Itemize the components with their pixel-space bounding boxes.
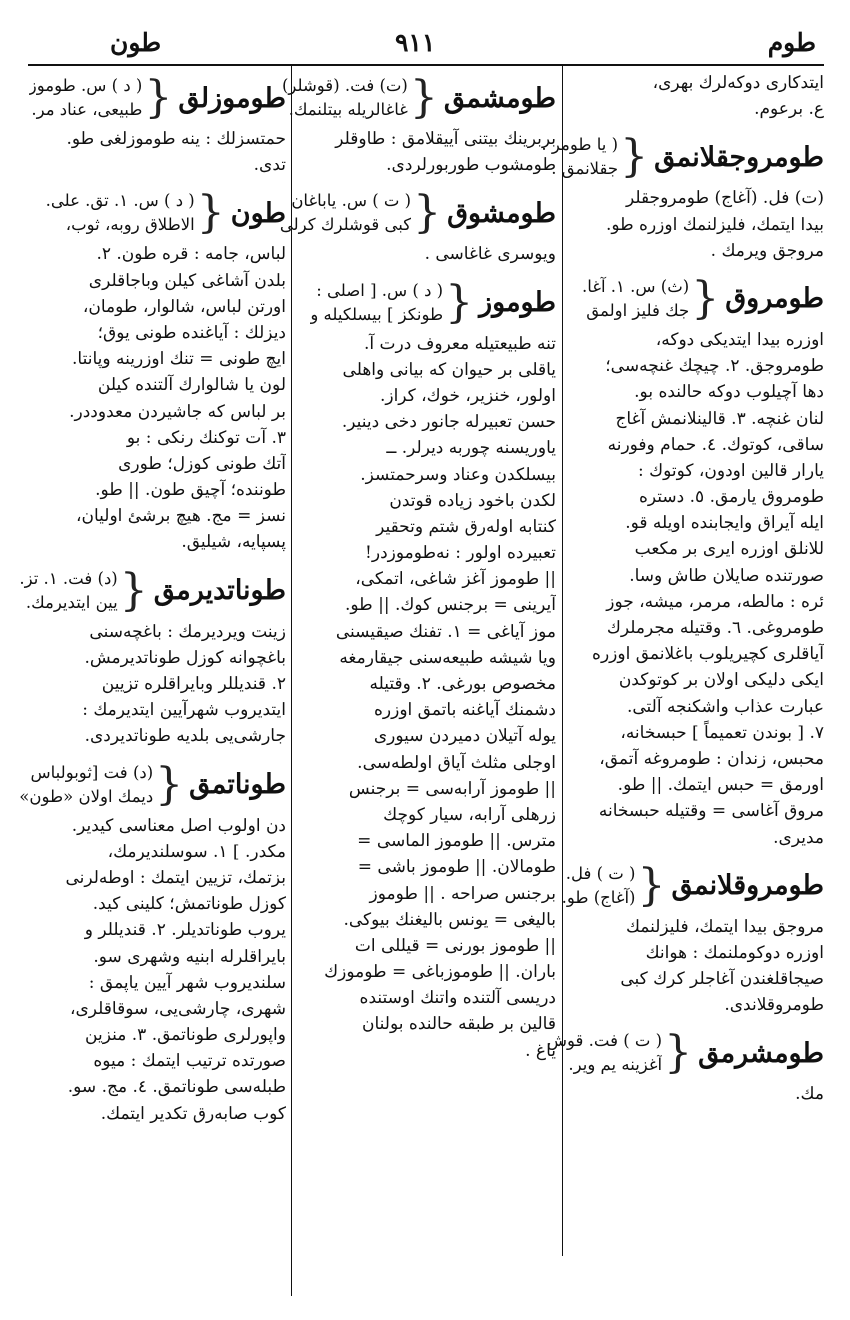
entry-head xyxy=(19,757,286,813)
entry-head xyxy=(279,185,556,241)
definition-line: یارار قالین اودون، كوتوك : xyxy=(637,460,824,481)
definition-line: كوزل طوناتمش؛ كلینی كید. xyxy=(92,894,286,915)
definition-line: ایله آیراق وایجابنده اویله قو. xyxy=(625,513,824,534)
definition-line: بربرینك بیتنی آییقلامق : طاوقلر xyxy=(335,129,556,149)
grammar-line: جقلانمق . xyxy=(551,159,619,179)
column-1 xyxy=(541,70,824,1108)
definition-line: موز آیاغی = ١. تفنك صیقیسنی xyxy=(335,621,556,642)
definition-line: || طوموز آرابه‌سی = برجنس xyxy=(348,778,556,799)
brace-glyph: { xyxy=(155,758,184,810)
definition-line: یوله آتیلان دمیردن سیوری xyxy=(373,726,556,747)
definition-line: بایراقلرله ابنیه وشهری سو. xyxy=(93,946,286,967)
definition-line: طومروجق. ٢. چیچك غنچه‌سی؛ xyxy=(605,356,824,377)
brace-glyph: { xyxy=(144,72,173,123)
entry-headword: طومشمق xyxy=(443,82,556,114)
entry-grammar-note xyxy=(282,74,408,122)
definition-line: تنه طبیعتیله معروف درت آ. xyxy=(363,333,556,354)
definition-line: یاغ . xyxy=(525,1040,556,1061)
definition-line: حسن تعبیرله جانور دخی دینیر. xyxy=(341,412,556,433)
definition-line: طومروغی. ٦. وقتیله مجرملرك xyxy=(606,618,824,638)
definition-line: مروجق ویرمك . xyxy=(710,240,824,261)
definition-line: طومروقلاندی. xyxy=(724,995,824,1016)
definition-line: دها آچیلوب دوكه حالنده بو. xyxy=(634,382,824,403)
definition-line: عبارت عذاب واشكنجه آلتی. xyxy=(626,696,824,717)
definition-line: ٣. آت توكنك رنكی : بو xyxy=(126,427,286,448)
definition-line: اوزره دوكوملنمك : هوانك xyxy=(645,942,824,963)
definition-line: ویوسری غاغاسی . xyxy=(424,244,556,265)
definition-line: صورتنده صایلان طاش وسا. xyxy=(629,565,824,586)
definition-line: مدیری. xyxy=(773,827,824,848)
grammar-line: طبیعی، عناد مر. xyxy=(31,100,143,119)
definition-line: آیاقلری كچیریلوب باغلانمق اوزره xyxy=(592,644,824,665)
dictionary-entry xyxy=(298,275,556,1064)
definition-line: ئره : مالطه، مرمر، میشه، جوز xyxy=(606,591,824,612)
definition-line: صیجاقلغندن آغاجلر كرك كبی xyxy=(620,969,824,990)
entry-grammar-note xyxy=(562,862,636,910)
grammar-line: دیمك اولان «طون» xyxy=(19,786,154,806)
entry-grammar-note xyxy=(310,279,443,327)
header-guide-word-right: طوم xyxy=(767,28,816,57)
dictionary-entry xyxy=(19,757,286,1127)
grammar-line: یین ایتدیرمك. xyxy=(25,592,118,612)
definition-line: تدی. xyxy=(253,155,286,176)
grammar-line: (آغاج) طو. xyxy=(561,887,636,907)
definition-line: للانلق اوزره ایری بر مكعب xyxy=(634,539,824,560)
definition-line: كوب صابەرق تكدیر ایتمك. xyxy=(100,1103,286,1124)
definition-line: اولور، خنزیر، خوك، كراز. xyxy=(379,385,556,406)
definition-line: بالیغی = یونس بالیغنك بیوكی. xyxy=(343,909,556,930)
definition-line: مخصوص بورغی. ٢. وقتیله xyxy=(369,674,556,694)
entry-head xyxy=(561,858,824,914)
definition-line: مترس. || طوموز الماسی = xyxy=(357,831,556,852)
brace-glyph: { xyxy=(196,187,225,239)
column-separator xyxy=(562,66,563,1256)
definition-line: كنتابه اولەرق شتم وتحقیر xyxy=(376,516,556,537)
entry-grammar-note xyxy=(547,1029,662,1077)
entry-headword: طومشرمق xyxy=(698,1037,824,1069)
brace-glyph: { xyxy=(637,859,666,911)
definition-line: لون یا شالوارك آلتنده كیلن xyxy=(97,375,286,396)
definition-line: آیرینی = برجنس كوك. || طو. xyxy=(344,595,556,616)
definition-line: یاوریسنه چوربه دیرلر. ــ xyxy=(386,438,556,459)
entry-headword: طومروقلانمق xyxy=(671,870,824,902)
grammar-line: جك فلیز اولمق xyxy=(586,300,690,320)
entry-headword: طومشوق xyxy=(447,197,556,229)
definition-line: طوننده؛ آچیق طون. || طو. xyxy=(95,480,286,501)
grammar-line: (ث) س. ١. آغا. xyxy=(582,276,690,296)
definition-line: طومالان. || طوموز باشی = xyxy=(357,857,556,878)
definition-line: سلندیروب شهر آیین یاپمق : xyxy=(88,972,286,993)
entry-headword: طوموز xyxy=(479,287,556,319)
definition-line: تعبیرده اولور : نەطوموزدر! xyxy=(365,543,556,564)
definition-line: مك. xyxy=(795,1084,824,1105)
entry-headword: طوناتدیرمق xyxy=(153,575,286,607)
entry-head xyxy=(28,70,286,126)
entry-grammar-note xyxy=(19,761,153,809)
definition-line: اوجلی مثلث آیاق اولطه‌سی. xyxy=(357,752,556,773)
entry-head xyxy=(281,70,556,126)
definition-line: ع. برعوم. xyxy=(754,99,824,120)
definition-line: صورتده ترتیب ایتمك : میوه xyxy=(93,1051,286,1072)
dictionary-entry xyxy=(279,185,556,267)
definition-line: پسپایه، شیلیق. xyxy=(181,532,286,553)
definition-line: حمتسزلك : ینه طوموزلغی طو. xyxy=(66,129,286,149)
definition-line: دیزلك : آیاغنده طونی یوق؛ xyxy=(97,322,286,343)
entry-head xyxy=(541,129,824,185)
dictionary-entry xyxy=(19,563,286,750)
grammar-line: (د) فت. ١. تز. xyxy=(19,568,118,588)
definition-line: برجنس صراحه . || طوموز xyxy=(369,883,556,904)
definition-line: ٢. قندیللر وبایراقلره تزیین xyxy=(101,674,286,694)
entry-head xyxy=(19,563,286,619)
dictionary-entry xyxy=(546,1025,824,1107)
definition-line: ایتدیروب شهرآیین ایتدیرمك : xyxy=(82,700,286,721)
entry-grammar-note xyxy=(19,567,117,615)
grammar-line: ( یا طومر . xyxy=(541,135,619,155)
entry-head xyxy=(546,1025,824,1081)
grammar-line: ( ت ) س. یاباغان xyxy=(291,191,412,211)
definition-line: مروجق بیدا ایتمك، فلیزلنمك xyxy=(625,916,824,937)
definition-line: بزتمك، تزیین ایتمك : اوطەلرنی xyxy=(65,867,286,888)
brace-glyph: { xyxy=(445,276,474,328)
dictionary-entry xyxy=(568,70,824,122)
header-rule xyxy=(28,64,824,66)
definition-line: باران. || طوموزباغی = طوموزك xyxy=(324,962,556,983)
grammar-line: ( د ) س. طوموز xyxy=(28,76,143,95)
entry-grammar-note xyxy=(29,74,143,122)
definition-line: قالین بر طبقه حالنده بولنان xyxy=(362,1014,556,1035)
entry-headword: طون xyxy=(230,197,286,229)
dictionary-entry xyxy=(28,185,286,555)
grammar-line: غاغالریله بیتلنمك. xyxy=(288,100,408,119)
grammar-line: طونكز ] بیسلكیله و xyxy=(310,304,444,324)
brace-glyph: { xyxy=(664,1027,693,1079)
grammar-line: ( ت ) فل. xyxy=(565,863,636,883)
dictionary-entry xyxy=(541,129,824,264)
definition-line: دریسی آلتنده واتنك اوستنده xyxy=(359,988,556,1009)
dictionary-entry xyxy=(561,858,824,1019)
brace-glyph: { xyxy=(413,187,442,239)
grammar-line: ( د ) س. [ اصلی : xyxy=(316,280,444,300)
definition-line: زینت ویردیرمك : باغچه‌سنی xyxy=(89,621,286,642)
page-number: ٩١١ xyxy=(395,28,436,57)
definition-line: بلدن آشاغی كیلن وباجاقلری xyxy=(88,270,286,291)
definition-line: ایتدكاری دوكه‌لرك بهری، xyxy=(652,73,824,93)
definition-line: || طوموز آغز شاغی، اتمكی، xyxy=(355,569,556,590)
definition-line: باغچوانه كوزل طوناتدیرمش. xyxy=(84,647,286,668)
definition-line: ویا شیشه طبیعه‌سنی جیقارمغه xyxy=(339,647,556,668)
definition-line: نسز = مج. هیچ برشئ اولیان، xyxy=(75,506,286,527)
brace-glyph: { xyxy=(691,272,720,324)
dictionary-entry xyxy=(28,70,286,178)
running-header xyxy=(0,22,850,62)
entry-headword: طومروق xyxy=(725,283,824,315)
grammar-line: (ت) فت. (قوشلر) xyxy=(281,76,408,95)
entry-head xyxy=(568,271,824,327)
grammar-line: آغزینه یم ویر. xyxy=(568,1055,663,1075)
brace-glyph: { xyxy=(119,564,148,616)
definition-line: محبس، زندان : طومروغه آتمق، xyxy=(599,748,824,769)
definition-line: ٧. [ بوندن تعمیماً ] حبسخانه، xyxy=(620,722,824,743)
definition-line: اوزره بیدا ایتدیكی دوكه، xyxy=(655,329,824,350)
definition-line: دن اولوب اصل معناسی كیدیر. xyxy=(71,815,286,836)
entry-headword: طوناتمق xyxy=(189,769,286,801)
brace-glyph: { xyxy=(409,72,438,123)
definition-line: آتك طونی كوزل؛ طوری xyxy=(118,453,286,474)
definition-line: لكدن باخود زیاده قوتدن xyxy=(389,490,556,511)
definition-line: ایكی دلیكی اولان بر كوتوكدن xyxy=(618,670,824,691)
grammar-line: ( د ) س. ١. تق. علی. xyxy=(45,191,195,211)
definition-line: لباس، جامه : قره طون. ٢. xyxy=(96,244,286,265)
definition-line: طبله‌سی طوناتمق. ٤. مج. سو. xyxy=(67,1077,286,1098)
definition-line: شهری، چارشی‌یی، سوقاقلری، xyxy=(69,998,286,1019)
definition-line: مكدر. ] ١. سوسلندیرمك، xyxy=(107,841,286,862)
column-3 xyxy=(19,70,286,1127)
entry-head xyxy=(298,275,556,331)
grammar-line: (د) فت [ثوبولباس xyxy=(30,762,154,782)
definition-line: بیدا ایتمك، فلیزلنمك اوزره طو. xyxy=(605,214,824,235)
definition-line: ساقی، كوتوك. ٤. حمام وفورنه xyxy=(607,434,824,455)
entry-grammar-note xyxy=(280,189,411,237)
definition-line: جارشی‌یی بلدیه طوناتدیردی. xyxy=(84,726,286,747)
definition-line: مروق آغاسی = وقتیله حبسخانه xyxy=(598,801,824,822)
definition-line: زرهلی آرابه، سیار كوچك xyxy=(383,804,556,825)
definition-line: یاقلی بر حیوان كه بیانی واهلی xyxy=(342,359,556,380)
definition-line: بیسلكدن وعناد وسرحمتسز. xyxy=(360,464,556,485)
entry-headword: طوموزلق xyxy=(178,82,286,114)
header-guide-word-left: طون xyxy=(110,28,162,57)
definition-line: ایچ طونی = تنك اوزرینه وپانتا. xyxy=(72,349,286,370)
grammar-line: ( ت ) فت. قوش xyxy=(546,1031,663,1051)
definition-line: طومشوب طوربورلردی. xyxy=(386,155,556,176)
column-2 xyxy=(279,70,556,1064)
definition-line: اورتن لباس، شالوار، طومان، xyxy=(82,296,286,317)
definition-line: اورمق = حبس ایتمك. || طو. xyxy=(617,775,824,796)
definition-line: دشمنك آیاغنه باتمق اوزره xyxy=(374,700,556,721)
entry-head xyxy=(28,185,286,241)
entry-grammar-note xyxy=(46,189,195,237)
definition-line: (ت) فل. (آغاج) طومروجقلر xyxy=(625,188,824,209)
grammar-line: كبی قوشلرك كرلی xyxy=(279,215,412,235)
definition-line: بر لباس كه جاشیردن معدوددر. xyxy=(69,401,286,422)
column-separator xyxy=(291,66,292,1296)
dictionary-entry xyxy=(281,70,556,178)
entry-headword: طومروجقلانمق xyxy=(654,141,824,173)
brace-glyph: { xyxy=(620,131,649,183)
definition-line: || طوموز بورنی = قیللی ات xyxy=(354,935,556,956)
dictionary-entry xyxy=(568,271,824,851)
grammar-line: الاطلاق روبه، ثوب، xyxy=(65,215,195,235)
definition-line: لنان غنچه. ٣. قالینلانمش آغاج xyxy=(615,408,824,429)
definition-line: یروب طوناتدیلر. ٢. قندیللر و xyxy=(84,920,286,941)
definition-line: طومروق یارمق. ٥. دستره xyxy=(638,487,824,508)
definition-line: واپورلری طوناتمق. ٣. منزین xyxy=(85,1025,286,1046)
entry-grammar-note xyxy=(582,275,689,323)
